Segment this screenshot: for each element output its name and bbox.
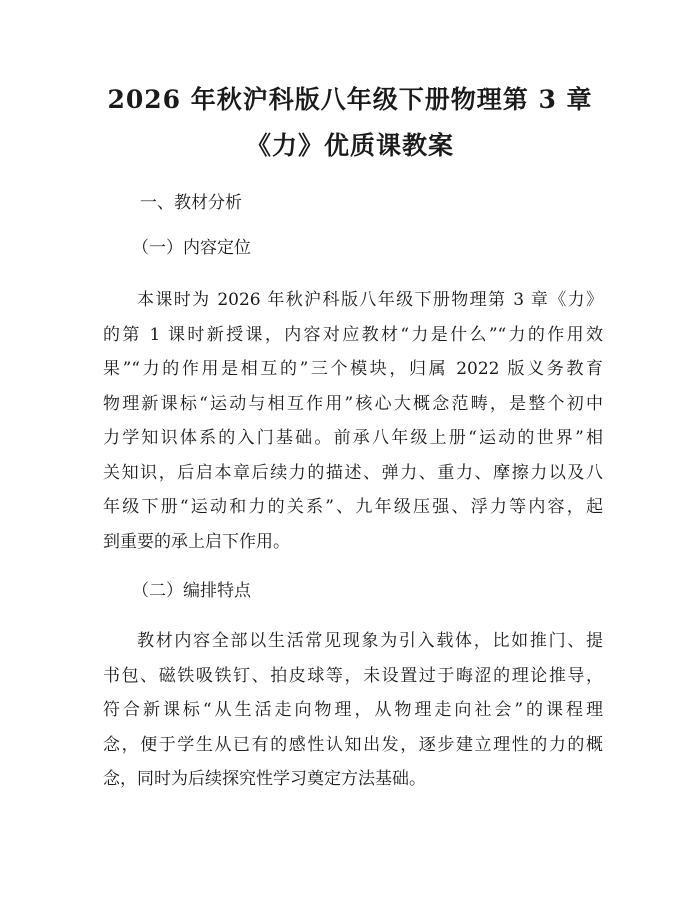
paragraph-line: 书包、磁铁吸铁钉、拍皮球等，未设置过于晦涩的理论推导， xyxy=(103,665,603,686)
paragraph-layout-features xyxy=(103,624,603,797)
subsection-heading-layout-features: （二）编排特点 xyxy=(132,581,251,601)
paragraph-line: 关知识，后启本章后续力的描述、弹力、重力、摩擦力以及八 xyxy=(103,462,603,483)
paragraph-line: 到重要的承上启下作用。 xyxy=(103,531,290,552)
document-title-line-2: 《力》优质课教案 xyxy=(245,131,454,160)
document-title-line-1: 2026 年秋沪科版八年级下册物理第 3 章 xyxy=(107,85,593,114)
paragraph-line: 本课时为 2026 年秋沪科版八年级下册物理第 3 章《力》 xyxy=(137,290,603,310)
paragraph-line: 教材内容全部以生活常见现象为引入载体，比如推门、提 xyxy=(137,631,603,651)
paragraph-line: 力学知识体系的入门基础。前承八年级上册“运动的世界”相 xyxy=(103,428,603,448)
paragraph-line: 物理新课标“运动与相互作用”核心大概念范畴，是整个初中 xyxy=(103,393,603,414)
paragraph-line: 的第 1 课时新授课，内容对应教材“力是什么”“力的作用效 xyxy=(103,324,603,345)
paragraph-line: 果”“力的作用是相互的”三个模块，归属 2022 版义务教育 xyxy=(103,359,603,379)
paragraph-line: 念，同时为后续探究性学习奠定方法基础。 xyxy=(103,769,426,789)
paragraph-line: 年级下册“运动和力的关系”、九年级压强、浮力等内容，起 xyxy=(103,497,603,517)
paragraph-content-positioning xyxy=(103,283,603,559)
subsection-heading-content-positioning: （一）内容定位 xyxy=(132,238,251,258)
paragraph-line: 符合新课标“从生活走向物理，从物理走向社会”的课程理 xyxy=(103,700,603,720)
section-heading-textbook-analysis: 一、教材分析 xyxy=(140,193,242,213)
paragraph-line: 念，便于学生从已有的感性认知出发，逐步建立理性的力的概 xyxy=(103,734,603,755)
